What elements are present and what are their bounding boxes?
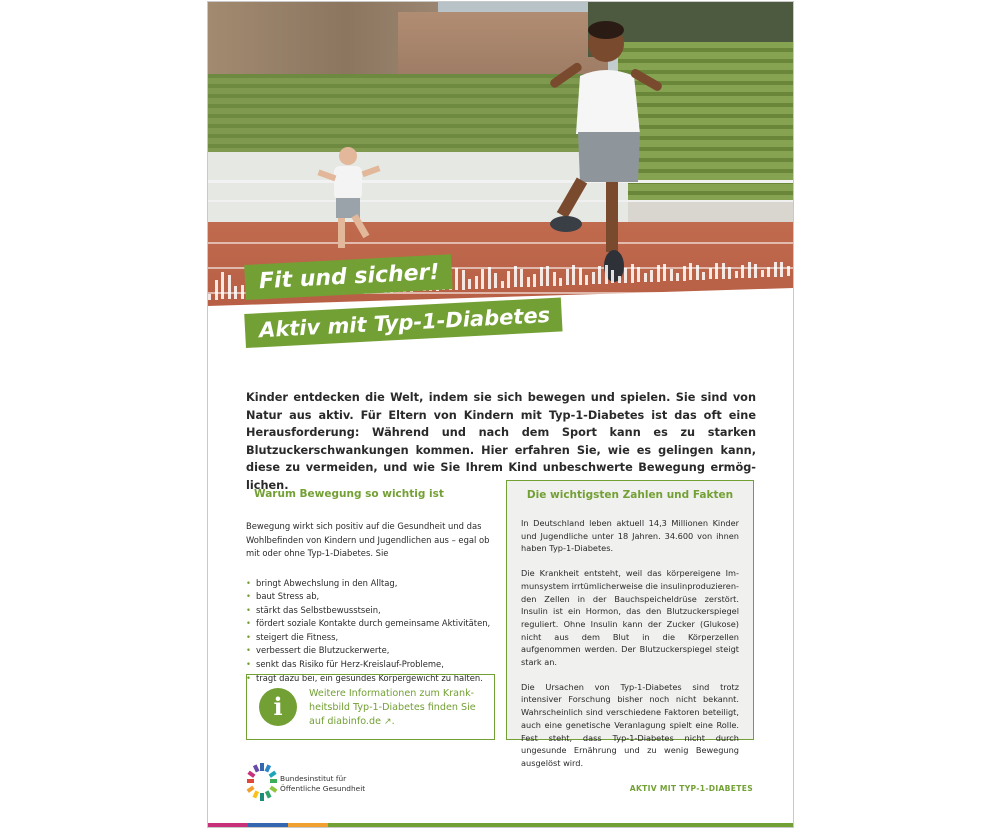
equalizer-bar bbox=[618, 276, 621, 283]
equalizer-bar bbox=[462, 270, 465, 289]
equalizer-bar bbox=[468, 279, 471, 289]
equalizer-bar bbox=[494, 273, 497, 288]
equalizer-bar bbox=[761, 270, 764, 278]
bewegung-paragraph: Bewegung wirkt sich positiv auf die Gesundheit und das Wohlbefinden von Kindern und Jugendlichen aus – egal ob mit oder ohne Typ-1-Diabetes. Sie bbox=[246, 521, 490, 558]
color-strip-orange bbox=[288, 823, 328, 827]
facts-box bbox=[506, 480, 754, 768]
equalizer-bar bbox=[559, 278, 562, 285]
facts-paragraph-2: Die Krankheit entsteht, weil das körpereigene Immunsystem irrtümlicherweise die insulinproduzierenden Zellen in der Bauchspeicheldrüse zerstört. Insulin ist ein Hormon, das den Blutzuckerspiegel reguliert. Ohne Insulin kann der Zucker (Glukose) nicht aus dem Blut in die Körperzellen aufgenommen werden. Der Blutzuckerspiegel steigt stark an. bbox=[521, 568, 739, 668]
title-banner-1: Fit und sicher! bbox=[244, 254, 452, 300]
flyer-page bbox=[207, 1, 794, 828]
equalizer-bar bbox=[572, 265, 575, 285]
list-item: • verbessert die Blutzuckerwerte, bbox=[246, 644, 496, 658]
equalizer-bar bbox=[234, 286, 237, 299]
equalizer-bar bbox=[663, 264, 666, 281]
equalizer-bar bbox=[683, 266, 686, 280]
list-item: • steigert die Fitness, bbox=[246, 631, 496, 645]
equalizer-bar bbox=[774, 262, 777, 277]
left-column bbox=[246, 482, 496, 685]
equalizer-bar bbox=[611, 270, 614, 283]
equalizer-bar bbox=[221, 272, 224, 299]
equalizer-bar bbox=[644, 273, 647, 282]
equalizer-bar bbox=[780, 262, 783, 277]
list-item: • fördert soziale Kontakte durch gemeinsame Aktivitäten, bbox=[246, 617, 496, 631]
equalizer-bar bbox=[637, 267, 640, 283]
list-item: • senkt das Risiko für Herz-Kreislauf-Probleme, bbox=[246, 658, 496, 672]
equalizer-bar bbox=[650, 270, 653, 282]
equalizer-bar bbox=[787, 266, 790, 277]
equalizer-bar bbox=[527, 277, 530, 287]
equalizer-bar bbox=[598, 266, 601, 284]
equalizer-bar bbox=[553, 272, 556, 286]
equalizer-bar bbox=[735, 271, 738, 279]
section-heading-bewegung: Warum Bewegung so wichtig ist bbox=[254, 488, 444, 500]
institute-name: Bundesinstitut für Öffentliche Gesundheit bbox=[280, 774, 366, 793]
list-item: • stärkt das Selbstbewusstsein, bbox=[246, 604, 496, 618]
equalizer-bar bbox=[741, 265, 744, 279]
equalizer-bar bbox=[475, 276, 478, 289]
intro-paragraph: Kinder entdecken die Welt, indem sie sich bewegen und spielen. Sie sind von Natur aus aktiv. Für Eltern von Kindern mit Typ-1-Diabetes ist das oft eine Herausforderung: Während und nach dem Sport kann es zu starken Blutzuckerschwankungen kommen. Hier erfahren Sie, wie es gelingen kann, diese zu vermeiden, und wie Sie Ihrem Kind unbeschwerte Bewegung ermöglichen. bbox=[246, 391, 756, 492]
equalizer-bar bbox=[592, 272, 595, 284]
equalizer-bar bbox=[481, 269, 484, 289]
equalizer-bar bbox=[715, 263, 718, 279]
equalizer-bar bbox=[520, 269, 523, 287]
list-item: • bringt Abwechslung in den Alltag, bbox=[246, 577, 496, 591]
facts-paragraph-3: Die Ursachen von Typ-1-Diabetes sind trotz intensiver Forschung bisher noch nicht bekannt. Wahrscheinlich sind verschiedene Faktoren beteiligt, auch eine genetische Veranlagung spielt eine Rolle. Fest steht, dass Typ-1-Diabetes nicht durch ungesunde Ernährung und zu wenig Bewegung ausgelöst wird. bbox=[521, 681, 739, 768]
equalizer-bar bbox=[676, 273, 679, 281]
equalizer-bar bbox=[501, 281, 504, 288]
equalizer-bar bbox=[514, 266, 517, 287]
equalizer-bar bbox=[507, 271, 510, 288]
equalizer-bar bbox=[767, 267, 770, 278]
equalizer-bar bbox=[540, 267, 543, 286]
equalizer-bar bbox=[215, 280, 218, 300]
equalizer-bar bbox=[488, 267, 491, 288]
equalizer-bar bbox=[722, 263, 725, 279]
info-box[interactable] bbox=[246, 674, 495, 740]
equalizer-bar bbox=[754, 264, 757, 278]
jumping-child-figure bbox=[544, 14, 664, 294]
equalizer-bar bbox=[696, 265, 699, 280]
equalizer-bar bbox=[455, 268, 458, 290]
info-icon: i bbox=[259, 688, 297, 726]
color-strip-blue bbox=[248, 823, 288, 827]
institute-logo-icon bbox=[246, 762, 278, 802]
equalizer-bar bbox=[702, 272, 705, 280]
equalizer-bar bbox=[748, 262, 751, 278]
external-link-icon[interactable]: ↗ bbox=[384, 717, 392, 727]
equalizer-bar bbox=[533, 274, 536, 286]
facts-paragraph-1: In Deutschland leben aktuell 14,3 Millionen Kinder und Jugendliche unter 18 Jahren. 34.600 von ihnen haben Typ-1-Diabetes. bbox=[521, 518, 739, 554]
equalizer-bar bbox=[566, 269, 569, 285]
equalizer-bar bbox=[709, 268, 712, 279]
equalizer-bar bbox=[670, 269, 673, 281]
equalizer-bar bbox=[657, 265, 660, 282]
benefits-list bbox=[246, 577, 496, 686]
equalizer-bar bbox=[208, 294, 211, 300]
running-child-figure bbox=[306, 142, 386, 262]
color-strip-magenta bbox=[208, 823, 248, 827]
color-strip-green bbox=[328, 823, 793, 827]
title-banner-2: Aktiv mit Typ-1-Diabetes bbox=[244, 297, 563, 348]
equalizer-bar bbox=[728, 267, 731, 278]
equalizer-bar bbox=[228, 275, 231, 300]
list-item: • baut Stress ab, bbox=[246, 590, 496, 604]
equalizer-bar bbox=[631, 264, 634, 282]
equalizer-bar bbox=[579, 268, 582, 285]
equalizer-bar bbox=[689, 263, 692, 280]
info-link-text[interactable]: Weitere Informationen zum Krankheitsbild Typ-1-Diabetes finden Sie auf diabinfo.de ↗. bbox=[309, 688, 476, 727]
footer-title: AKTIV MIT TYP-1-DIABETES bbox=[629, 784, 753, 793]
equalizer-bar bbox=[605, 265, 608, 284]
equalizer-bar bbox=[585, 275, 588, 284]
equalizer-bar bbox=[624, 268, 627, 283]
section-heading-fakten: Die wichtigsten Zahlen und Fakten bbox=[526, 489, 734, 501]
list-item: • trägt dazu bei, ein gesundes Körpergewicht zu halten. bbox=[246, 672, 496, 686]
equalizer-bar bbox=[241, 285, 244, 298]
equalizer-bar bbox=[546, 266, 549, 286]
